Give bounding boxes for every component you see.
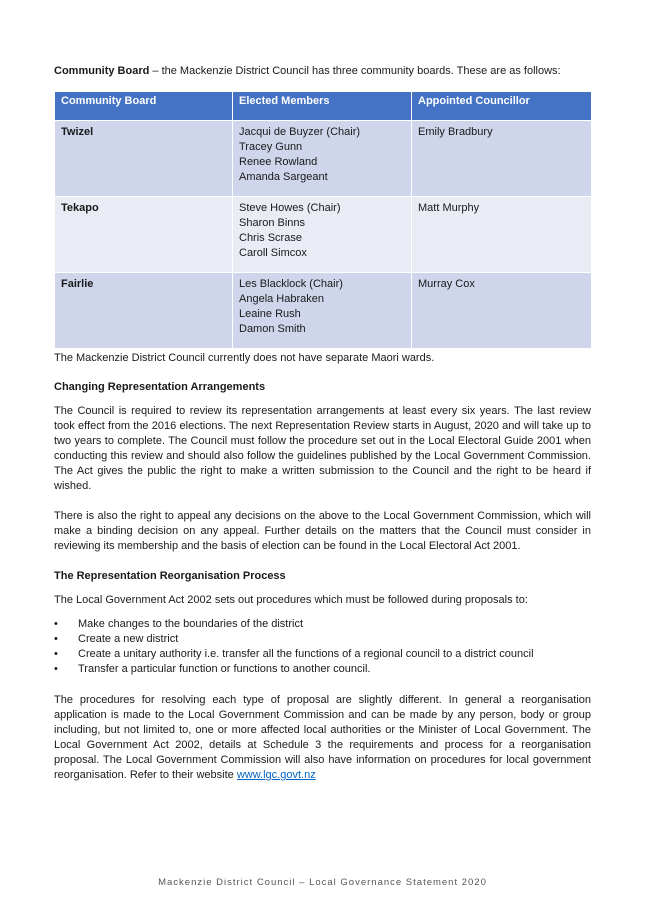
page-footer: Mackenzie District Council – Local Governance Statement 2020: [158, 877, 487, 888]
elected-members-cell: [233, 197, 412, 273]
final-text: The procedures for resolving each type of proposal are slightly different. In general a reorganisation application is made to the Local Government Commission and can be made by any person, body or group including, but not limited to, one or more affected local authorities or the Minister of Local Government. The Local Government Act 2002, details at Schedule 3 the requirements and process for a reorganisation proposal. The Local Government Commission will also have information on procedures for local government reorganisation. Refer to their website: [54, 694, 591, 781]
intro-text: – the Mackenzie District Council has three community boards. These are as follows:: [149, 65, 561, 77]
board-name: Fairlie: [55, 273, 233, 349]
board-name: Tekapo: [55, 197, 233, 273]
member-name: Leaine Rush: [239, 308, 301, 320]
intro-paragraph: [54, 64, 591, 79]
member-name: Sharon Binns: [239, 217, 306, 229]
list-item-text: Create a new district: [78, 633, 179, 645]
councillor-name: Matt Murphy: [412, 197, 592, 273]
list-item-text: Make changes to the boundaries of the district: [78, 618, 304, 630]
representation-paragraph-1: The Council is required to review its representation arrangements at least every six years. The last review took effect from the 2016 elections. The next Representation Review starts in August, 2020 and will take up to two years to complete. The Council must follow the procedure set out in the Local Electoral Guide 2001 when conducting this review and should also follow the guidelines published by the Local Government Commission. The Act gives the public the right to make a written submission to the Council and the right to be heard if wished.: [54, 405, 591, 492]
member-name: Damon Smith: [239, 323, 306, 335]
table-header-row: [55, 92, 592, 121]
board-name: Twizel: [55, 121, 233, 197]
member-name: Steve Howes (Chair): [239, 202, 341, 214]
bullet-icon: •: [54, 648, 58, 660]
member-name: Les Blacklock (Chair): [239, 278, 343, 290]
list-item-text: Create a unitary authority i.e. transfer all the functions of a regional council to a district council: [78, 648, 534, 660]
header-elected-members: Elected Members: [233, 92, 412, 121]
document-page: [54, 64, 591, 783]
member-name: Tracey Gunn: [239, 141, 303, 153]
member-name: Amanda Sargeant: [239, 171, 328, 183]
header-community-board: Community Board: [55, 92, 233, 121]
bullet-icon: •: [54, 663, 58, 675]
list-item: [54, 647, 591, 662]
intro-bold: Community Board: [54, 65, 150, 77]
section-heading-reorganisation: The Representation Reorganisation Process: [54, 570, 286, 582]
maori-wards-note: The Mackenzie District Council currently does not have separate Maori wards.: [54, 352, 435, 364]
councillor-name: Emily Bradbury: [412, 121, 592, 197]
member-name: Chris Scrase: [239, 232, 302, 244]
reorganisation-lead: The Local Government Act 2002 sets out procedures which must be followed during proposals to:: [54, 594, 528, 606]
section-heading-representation: Changing Representation Arrangements: [54, 381, 266, 393]
list-item-text: Transfer a particular function or functions to another council.: [78, 663, 371, 675]
proposal-list: [54, 617, 591, 677]
header-appointed-councillor: Appointed Councillor: [412, 92, 592, 121]
table-row: [55, 273, 592, 349]
community-board-table: [54, 91, 592, 349]
lgc-website-link[interactable]: www.lgc.govt.nz: [236, 769, 316, 781]
reorganisation-final-paragraph: [54, 693, 591, 783]
table-row: [55, 197, 592, 273]
member-name: Caroll Simcox: [239, 247, 307, 259]
representation-paragraph-2: There is also the right to appeal any decisions on the above to the Local Government Commission, which will make a binding decision on any appeal. Further details on the matters that the Council must consider in reviewing its membership and the basis of election can be found in the Local Electoral Act 2001.: [54, 510, 591, 552]
councillor-name: Murray Cox: [412, 273, 592, 349]
member-name: Renee Rowland: [239, 156, 318, 168]
list-item: [54, 662, 591, 677]
bullet-icon: •: [54, 618, 58, 630]
elected-members-cell: [233, 121, 412, 197]
table-row: [55, 121, 592, 197]
member-name: Jacqui de Buyzer (Chair): [239, 126, 361, 138]
member-name: Angela Habraken: [239, 293, 325, 305]
list-item: [54, 617, 591, 632]
elected-members-cell: [233, 273, 412, 349]
list-item: [54, 632, 591, 647]
bullet-icon: •: [54, 633, 58, 645]
